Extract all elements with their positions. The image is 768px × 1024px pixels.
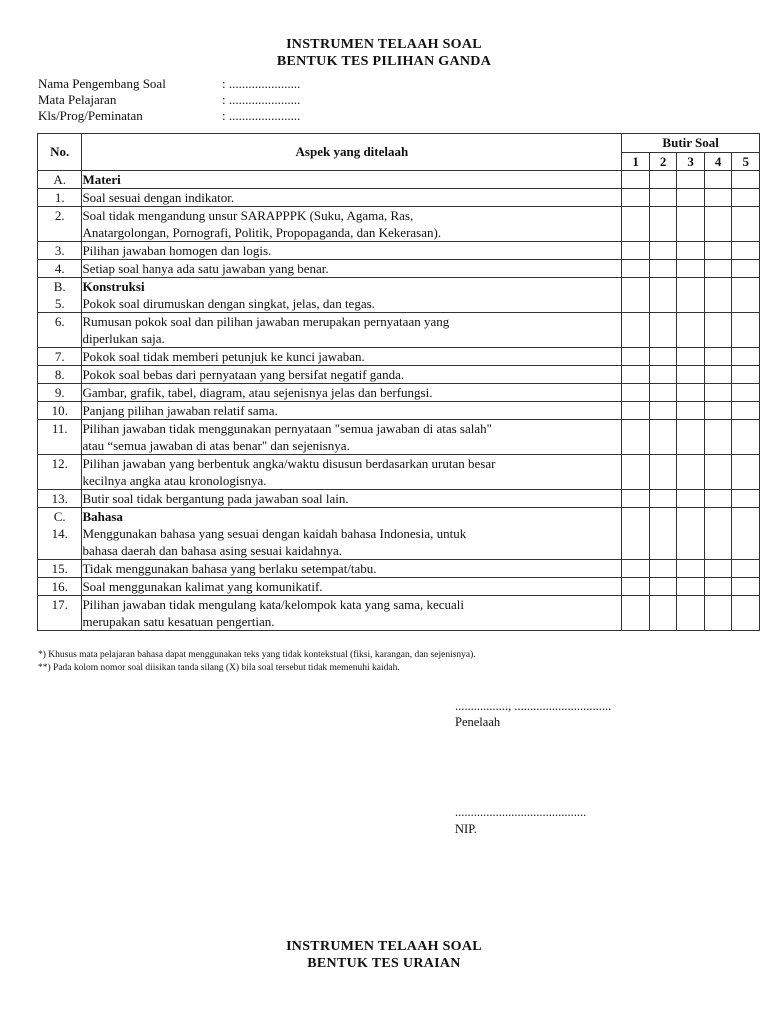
aspect-text: Pokok soal dirumuskan dengan singkat, jelas, dan tegas. <box>82 296 375 311</box>
butir-cell[interactable] <box>677 402 705 420</box>
row-number <box>38 490 82 508</box>
butir-cell[interactable] <box>732 313 760 348</box>
butir-cell[interactable] <box>622 596 650 631</box>
section-letter: A. <box>53 172 67 187</box>
info-value: : ...................... <box>222 108 301 123</box>
butir-cell[interactable] <box>677 313 705 348</box>
butir-cell[interactable] <box>732 490 760 508</box>
aspect-text: Setiap soal hanya ada satu jawaban yang benar. <box>82 261 329 276</box>
butir-cell[interactable] <box>704 596 732 631</box>
aspect-text: Pilihan jawaban tidak menggunakan pernyataan "semua jawaban di atas salah" <box>82 421 492 436</box>
butir-cell[interactable] <box>732 260 760 278</box>
butir-cell[interactable] <box>677 578 705 596</box>
aspect-text: merupakan satu kesatuan pengertian. <box>82 614 275 629</box>
butir-cell[interactable] <box>622 207 650 242</box>
section-heading: Bahasa <box>82 509 123 524</box>
row-aspect <box>82 171 622 189</box>
butir-cell[interactable] <box>704 189 732 207</box>
row-number <box>38 508 82 560</box>
butir-cell[interactable] <box>732 366 760 384</box>
row-aspect <box>82 560 622 578</box>
butir-cell[interactable] <box>649 278 677 313</box>
signature-name-line: .......................................... <box>455 805 587 819</box>
item-number: 7. <box>54 349 65 364</box>
butir-cell[interactable] <box>704 366 732 384</box>
row-aspect <box>82 402 622 420</box>
table-row <box>38 490 760 508</box>
butir-cell[interactable] <box>704 171 732 189</box>
butir-cell[interactable] <box>649 384 677 402</box>
header-butir-number: 2 <box>649 153 677 171</box>
item-number: 12. <box>51 456 68 471</box>
row-aspect <box>82 596 622 631</box>
row-number <box>38 560 82 578</box>
row-aspect <box>82 278 622 313</box>
butir-cell[interactable] <box>732 402 760 420</box>
butir-cell[interactable] <box>677 596 705 631</box>
butir-cell[interactable] <box>732 455 760 490</box>
signature-place-date: ................., ............................... <box>455 699 612 713</box>
header-butir-number: 5 <box>732 153 760 171</box>
butir-cell[interactable] <box>622 455 650 490</box>
document-title <box>0 36 768 70</box>
aspect-text: Pokok soal bebas dari pernyataan yang bersifat negatif ganda. <box>82 367 405 382</box>
row-aspect <box>82 420 622 455</box>
butir-cell[interactable] <box>732 578 760 596</box>
aspect-text: Soal tidak mengandung unsur SARAPPPK (Suku, Agama, Ras, <box>82 208 414 223</box>
butir-cell[interactable] <box>704 455 732 490</box>
butir-cell[interactable] <box>649 596 677 631</box>
aspect-text: Tidak menggunakan bahasa yang berlaku setempat/tabu. <box>82 561 377 576</box>
header-aspek: Aspek yang ditelaah <box>82 134 622 171</box>
review-table <box>37 133 760 631</box>
butir-cell[interactable] <box>649 560 677 578</box>
header-butir-number: 4 <box>704 153 732 171</box>
table-body <box>38 171 760 631</box>
item-number: 5. <box>54 296 65 311</box>
table-row <box>38 189 760 207</box>
butir-cell[interactable] <box>649 508 677 560</box>
row-aspect <box>82 189 622 207</box>
butir-cell[interactable] <box>677 384 705 402</box>
butir-cell[interactable] <box>622 384 650 402</box>
table-row <box>38 384 760 402</box>
title-line-1: INSTRUMEN TELAAH SOAL <box>286 37 482 52</box>
info-row <box>38 108 300 124</box>
aspect-text: bahasa daerah dan bahasa asing sesuai kaidahnya. <box>82 543 342 558</box>
butir-cell[interactable] <box>649 207 677 242</box>
row-number <box>38 420 82 455</box>
info-label: Kls/Prog/Peminatan <box>38 108 143 123</box>
row-aspect <box>82 508 622 560</box>
table-row <box>38 596 760 631</box>
aspect-text: atau “semua jawaban di atas benar" dan sejenisnya. <box>82 438 350 453</box>
table-row <box>38 420 760 455</box>
butir-cell[interactable] <box>622 578 650 596</box>
butir-cell[interactable] <box>649 455 677 490</box>
row-aspect <box>82 490 622 508</box>
row-aspect <box>82 260 622 278</box>
row-aspect <box>82 366 622 384</box>
aspect-text: kecilnya angka atau kronologisnya. <box>82 473 267 488</box>
item-number: 11. <box>51 421 68 436</box>
butir-cell[interactable] <box>704 490 732 508</box>
row-aspect <box>82 242 622 260</box>
butir-cell[interactable] <box>622 508 650 560</box>
butir-cell[interactable] <box>677 560 705 578</box>
table-row <box>38 171 760 189</box>
table-row <box>38 348 760 366</box>
item-number: 8. <box>54 367 65 382</box>
butir-cell[interactable] <box>732 596 760 631</box>
footnotes <box>38 649 476 675</box>
table-row <box>38 578 760 596</box>
butir-cell[interactable] <box>622 348 650 366</box>
butir-cell[interactable] <box>677 189 705 207</box>
table-row <box>38 260 760 278</box>
table-row <box>38 402 760 420</box>
butir-cell[interactable] <box>732 420 760 455</box>
butir-cell[interactable] <box>704 348 732 366</box>
butir-cell[interactable] <box>677 242 705 260</box>
butir-cell[interactable] <box>704 313 732 348</box>
butir-cell[interactable] <box>649 348 677 366</box>
footnote: *) Khusus mata pelajaran bahasa dapat menggunakan teks yang tidak kontekstual (fiksi, karangan, dan sejenisnya). <box>38 650 476 660</box>
butir-cell[interactable] <box>704 384 732 402</box>
row-aspect <box>82 348 622 366</box>
butir-cell[interactable] <box>649 260 677 278</box>
butir-cell[interactable] <box>704 420 732 455</box>
butir-cell[interactable] <box>622 560 650 578</box>
butir-cell[interactable] <box>677 207 705 242</box>
aspect-text: Pilihan jawaban yang berbentuk angka/waktu disusun berdasarkan urutan besar <box>82 456 496 471</box>
butir-cell[interactable] <box>732 242 760 260</box>
table-row <box>38 366 760 384</box>
item-number: 2. <box>54 208 65 223</box>
footnote: **) Pada kolom nomor soal diisikan tanda silang (X) bila soal tersebut tidak memenuhi kaidah. <box>38 663 400 673</box>
row-number <box>38 348 82 366</box>
butir-cell[interactable] <box>622 171 650 189</box>
aspect-text: Panjang pilihan jawaban relatif sama. <box>82 403 278 418</box>
butir-cell[interactable] <box>649 171 677 189</box>
row-aspect <box>82 207 622 242</box>
aspect-text: Rumusan pokok soal dan pilihan jawaban merupakan pernyataan yang <box>82 314 450 329</box>
butir-cell[interactable] <box>732 384 760 402</box>
info-row <box>38 76 300 92</box>
aspect-text: Menggunakan bahasa yang sesuai dengan kaidah bahasa Indonesia, untuk <box>82 526 467 541</box>
row-number <box>38 366 82 384</box>
butir-cell[interactable] <box>677 348 705 366</box>
butir-cell[interactable] <box>704 402 732 420</box>
item-number: 10. <box>51 403 68 418</box>
row-number <box>38 596 82 631</box>
info-value: : ...................... <box>222 92 301 107</box>
row-number <box>38 384 82 402</box>
table-row <box>38 560 760 578</box>
row-number <box>38 278 82 313</box>
info-value: : ...................... <box>222 76 301 91</box>
row-aspect <box>82 384 622 402</box>
butir-cell[interactable] <box>649 578 677 596</box>
butir-cell[interactable] <box>622 366 650 384</box>
butir-cell[interactable] <box>732 207 760 242</box>
info-block <box>38 76 300 124</box>
butir-cell[interactable] <box>732 189 760 207</box>
row-number <box>38 189 82 207</box>
butir-cell[interactable] <box>704 508 732 560</box>
butir-cell[interactable] <box>677 455 705 490</box>
aspect-text: Pokok soal tidak memberi petunjuk ke kunci jawaban. <box>82 349 365 364</box>
info-row <box>38 92 300 108</box>
section-heading: Materi <box>82 172 121 187</box>
row-number <box>38 402 82 420</box>
aspect-text: Pilihan jawaban tidak mengulang kata/kelompok kata yang sama, kecuali <box>82 597 465 612</box>
butir-cell[interactable] <box>622 313 650 348</box>
butir-cell[interactable] <box>677 490 705 508</box>
row-number <box>38 455 82 490</box>
butir-cell[interactable] <box>649 242 677 260</box>
item-number: 15. <box>51 561 68 576</box>
butir-cell[interactable] <box>622 260 650 278</box>
butir-cell[interactable] <box>732 508 760 560</box>
item-number: 17. <box>51 597 68 612</box>
butir-cell[interactable] <box>649 189 677 207</box>
signature-role: Penelaah <box>455 715 501 729</box>
aspect-text: Butir soal tidak bergantung pada jawaban soal lain. <box>82 491 349 506</box>
butir-cell[interactable] <box>704 278 732 313</box>
header-butir-number: 1 <box>622 153 650 171</box>
next-title-line-2: BENTUK TES URAIAN <box>307 956 461 971</box>
next-section-title <box>0 938 768 972</box>
title-line-2: BENTUK TES PILIHAN GANDA <box>276 54 492 69</box>
table-row <box>38 242 760 260</box>
butir-cell[interactable] <box>677 420 705 455</box>
butir-cell[interactable] <box>649 420 677 455</box>
info-label: Nama Pengembang Soal <box>38 76 166 91</box>
section-heading: Konstruksi <box>82 279 145 294</box>
butir-cell[interactable] <box>677 171 705 189</box>
butir-cell[interactable] <box>732 348 760 366</box>
item-number: 14. <box>51 526 68 541</box>
aspect-text: Anatargolongan, Pornografi, Politik, Propopaganda, dan Kekerasan). <box>82 225 442 240</box>
table-row <box>38 278 760 313</box>
table-row <box>38 455 760 490</box>
header-butir-number: 3 <box>677 153 705 171</box>
row-number <box>38 207 82 242</box>
butir-cell[interactable] <box>677 508 705 560</box>
item-number: 9. <box>54 385 65 400</box>
row-aspect <box>82 455 622 490</box>
row-aspect <box>82 578 622 596</box>
section-letter: B. <box>53 279 66 294</box>
butir-cell[interactable] <box>622 278 650 313</box>
table-row <box>38 313 760 348</box>
butir-cell[interactable] <box>622 189 650 207</box>
item-number: 13. <box>51 491 68 506</box>
butir-cell[interactable] <box>649 313 677 348</box>
row-aspect <box>82 313 622 348</box>
butir-cell[interactable] <box>704 260 732 278</box>
butir-cell[interactable] <box>732 171 760 189</box>
butir-cell[interactable] <box>732 278 760 313</box>
info-label: Mata Pelajaran <box>38 92 117 107</box>
aspect-text: Gambar, grafik, tabel, diagram, atau sejenisnya jelas dan berfungsi. <box>82 385 433 400</box>
butir-cell[interactable] <box>649 490 677 508</box>
aspect-text: Soal sesuai dengan indikator. <box>82 190 235 205</box>
butir-cell[interactable] <box>622 402 650 420</box>
butir-cell[interactable] <box>704 242 732 260</box>
butir-cell[interactable] <box>622 420 650 455</box>
item-number: 16. <box>51 579 68 594</box>
butir-cell[interactable] <box>677 278 705 313</box>
aspect-text: Soal menggunakan kalimat yang komunikatif. <box>82 579 323 594</box>
signature-nip: NIP. <box>455 822 477 836</box>
section-letter: C. <box>53 509 66 524</box>
butir-cell[interactable] <box>677 260 705 278</box>
butir-cell[interactable] <box>622 490 650 508</box>
butir-cell[interactable] <box>704 578 732 596</box>
item-number: 4. <box>54 261 65 276</box>
butir-cell[interactable] <box>622 242 650 260</box>
butir-cell[interactable] <box>732 560 760 578</box>
aspect-text: diperlukan saja. <box>82 331 165 346</box>
butir-cell[interactable] <box>649 366 677 384</box>
aspect-text: Pilihan jawaban homogen dan logis. <box>82 243 272 258</box>
item-number: 3. <box>54 243 65 258</box>
butir-cell[interactable] <box>649 402 677 420</box>
butir-cell[interactable] <box>704 207 732 242</box>
next-title-line-1: INSTRUMEN TELAAH SOAL <box>286 939 482 954</box>
butir-cell[interactable] <box>677 366 705 384</box>
header-butir-soal: Butir Soal <box>622 134 760 153</box>
header-no: No. <box>38 134 82 171</box>
item-number: 6. <box>54 314 65 329</box>
row-number <box>38 171 82 189</box>
row-number <box>38 242 82 260</box>
table-row <box>38 508 760 560</box>
row-number <box>38 313 82 348</box>
butir-cell[interactable] <box>704 560 732 578</box>
row-number <box>38 578 82 596</box>
row-number <box>38 260 82 278</box>
table-row <box>38 207 760 242</box>
item-number: 1. <box>54 190 65 205</box>
